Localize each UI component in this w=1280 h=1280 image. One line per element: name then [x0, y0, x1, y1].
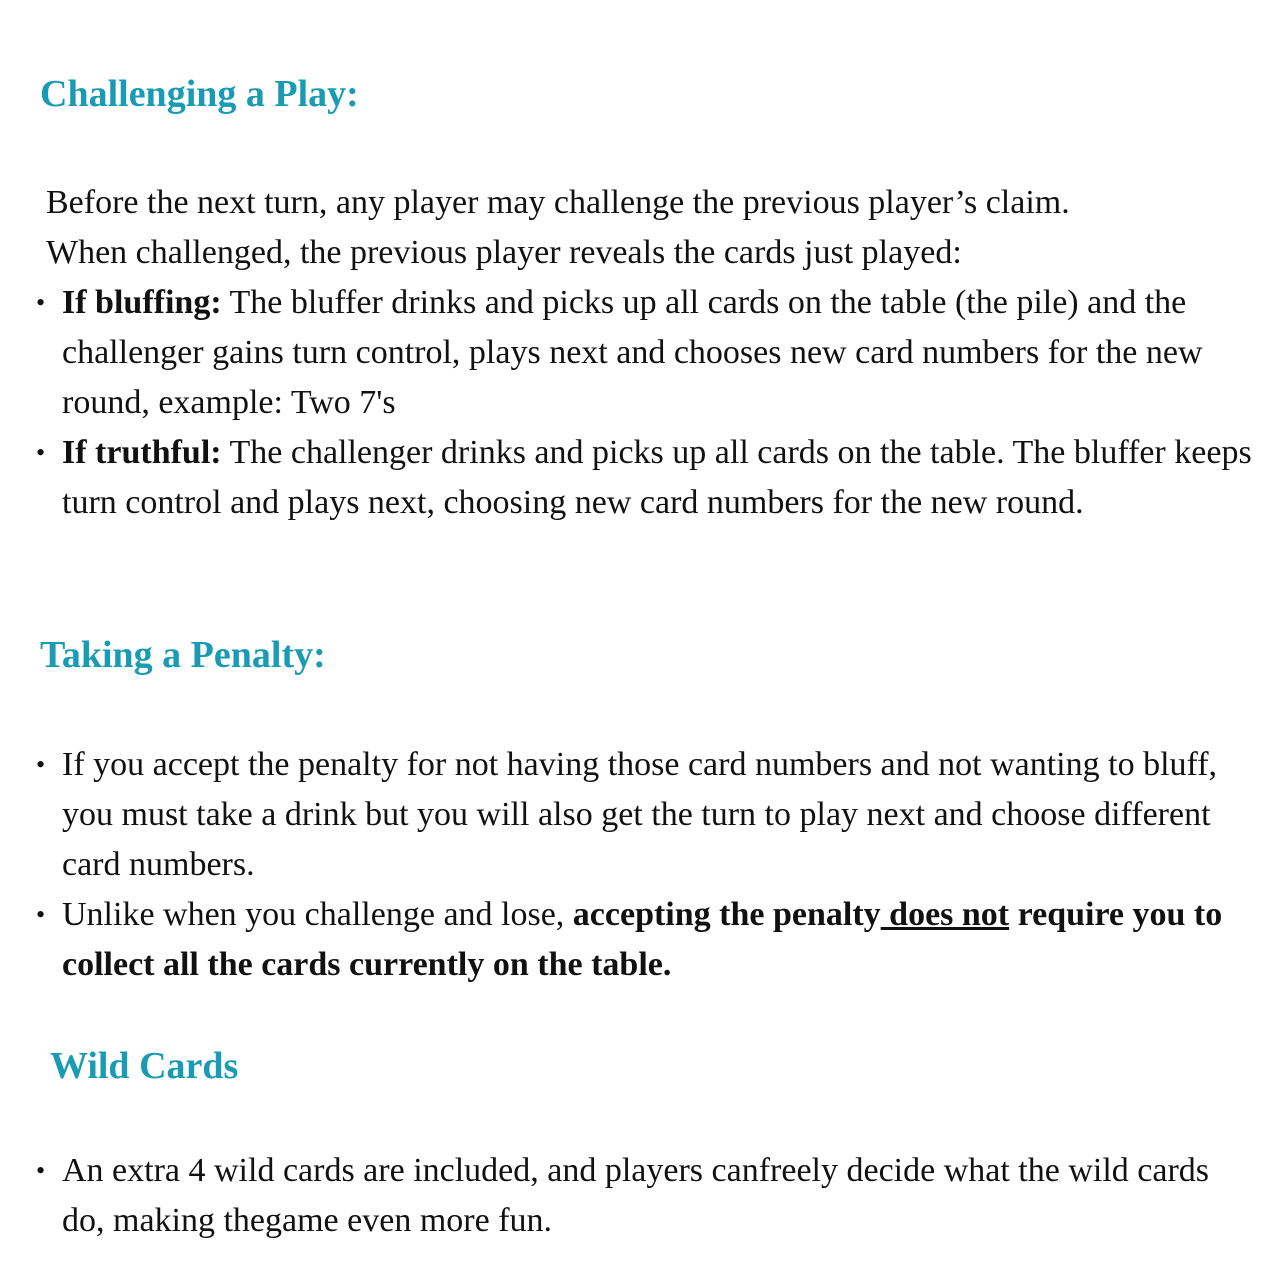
- list-item-accept-penalty: • If you accept the penalty for not having those card numbers and not wanting to bluff, you must take a drink but you will also get the turn to play next and choose different card numbers.: [0, 740, 1260, 890]
- penalty-list: [0, 740, 1260, 990]
- truthful-text: The challenger drinks and picks up all cards on the table. The bluffer keeps turn control and plays next, choosing new card numbers for the new round.: [62, 434, 1252, 521]
- challenge-intro-line-2: When challenged, the previous player reveals the cards just played:: [46, 234, 962, 271]
- heading-wild-cards: Wild Cards: [50, 1045, 239, 1087]
- list-item-wild-cards: • An extra 4 wild cards are included, and players canfreely decide what the wild cards do, making thegame even more fun.: [0, 1146, 1260, 1246]
- penalty-note-does-not: does not: [880, 896, 1010, 933]
- penalty-note-plain: Unlike when you challenge and lose,: [62, 896, 573, 933]
- list-item-if-truthful: [0, 428, 1260, 528]
- list-item-if-bluffing: [0, 278, 1260, 428]
- bluffing-label: If bluffing:: [62, 284, 222, 321]
- penalty-note-bold: accepting the penalty: [572, 896, 881, 933]
- challenge-intro-line-1: Before the next turn, any player may challenge the previous player’s claim.: [46, 184, 1070, 221]
- bluffing-text: The bluffer drinks and picks up all cards on the table (the pile) and the challenger gains turn control, plays next and chooses new card numbers for the new round, example: Two 7's: [62, 284, 1203, 421]
- list-item-unlike-challenge: [0, 890, 1260, 990]
- heading-challenging-a-play: Challenging a Play:: [40, 73, 359, 115]
- truthful-label: If truthful:: [62, 434, 222, 471]
- penalty-note-bold-rest: require you to collect all the cards currently on the table.: [62, 896, 1223, 983]
- challenge-outcomes-list: [0, 278, 1260, 528]
- wild-cards-list: [0, 1146, 1260, 1246]
- heading-taking-a-penalty: Taking a Penalty:: [40, 634, 326, 676]
- challenge-intro: [46, 178, 1266, 278]
